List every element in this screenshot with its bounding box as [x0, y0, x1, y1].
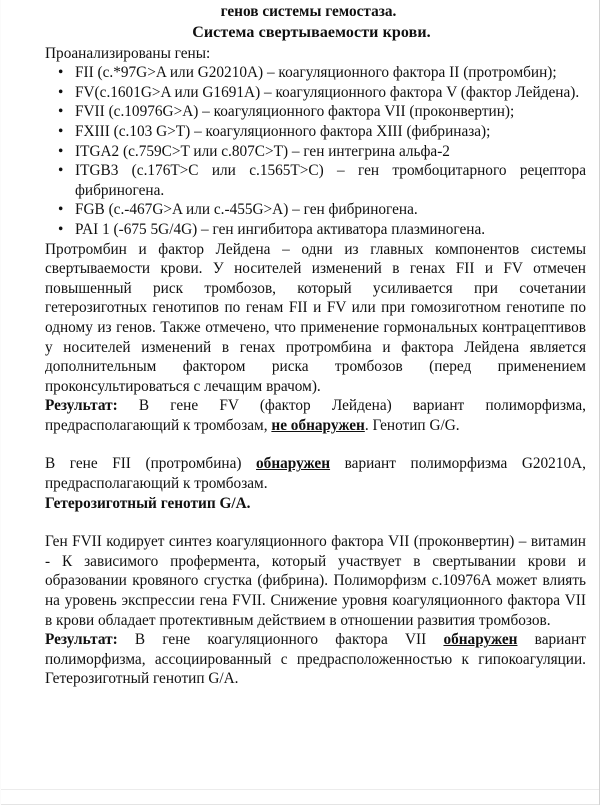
page-bottom-edge	[1, 789, 599, 805]
bullet-icon: •	[58, 142, 64, 160]
list-item	[45, 122, 586, 142]
result-fii	[45, 454, 586, 493]
bullet-icon: •	[58, 162, 64, 180]
result-fvii	[45, 630, 586, 689]
intro-line: Проанализированы гены:	[45, 44, 211, 62]
result-fii-text-before: В гене FII (протромбина)	[45, 455, 257, 473]
list-item	[45, 63, 586, 83]
bullet-icon: •	[58, 83, 64, 101]
paragraph-spacer	[45, 513, 586, 532]
gene-item-text: FXIII (c.103 G>T) – коагуляционного фактора XIII (фибриназа);	[75, 122, 491, 140]
list-item	[45, 142, 586, 162]
list-item	[45, 161, 586, 200]
gene-item-text: FII (c.*97G>A или G20210A) – коагуляционного фактора II (протромбин);	[75, 64, 557, 82]
document-content	[45, 0, 586, 689]
gene-item-text: FV(c.1601G>A или G1691A) – коагуляционного фактора V (фактор Лейдена).	[75, 83, 580, 101]
gene-item-text: ITGA2 (c.759C>T или c.807C>T) – ген интегрина альфа-2	[75, 142, 450, 160]
list-item	[45, 102, 586, 122]
list-item	[45, 220, 586, 240]
gene-item-text: FGB (c.-467G>A или c.-455G>A) – ген фибриногена.	[75, 201, 418, 219]
result-fii-emphasis: обнаружен	[256, 455, 331, 473]
result-fv	[45, 396, 586, 435]
gene-item-text: PAI 1 (-675 5G/4G) – ген ингибитора активатора плазминогена.	[75, 220, 486, 238]
continued-heading: генов системы гемостаза.	[220, 3, 397, 20]
gene-item-text: ITGB3 (c.176T>C или с.1565T>C) – ген тромбоцитарного рецептора фибриногена.	[75, 162, 586, 199]
paragraph-prothrombin: Протромбин и фактор Лейдена – одни из главных компонентов системы свертываемости крови. У носителей изменений в генах FII и FV отмечен повышенный риск тромбозов, который усиливается при сочетании гетерозиготных генотипов по генам FII и FV или при гомозиготном генотипе по одному из генов. Также отмечено, что применение гормональных контрацептивов у носителей изменений в генах протромбина и фактора Лейдена является дополнительным фактором риска тромбозов (перед применением проконсультироваться с лечащим врачом).	[45, 240, 586, 395]
paragraph-fvii: Ген FVII кодирует синтез коагуляционного фактора VII (проконвертин) – витамин - К зависимого профермента, который участвует в свертывании крови и образовании кровяного сгустка (фибрина). Полиморфизм c.10976A может влиять на уровень экспрессии гена FVII. Снижение уровня коагуляционного фактора VII в крови обладает протективным действием в отношении развития тромбозов.	[45, 533, 586, 629]
result-fvii-emphasis: обнаружен	[443, 631, 518, 649]
bullet-icon: •	[58, 64, 64, 82]
bullet-icon: •	[58, 220, 64, 238]
result-fv-emphasis: не обнаружен	[271, 416, 365, 434]
section-title: Система свертываемости крови.	[192, 23, 431, 41]
result-label: Результат:	[45, 397, 118, 415]
result-fv-text-after: . Генотип G/G.	[364, 416, 460, 434]
result-fii-genotype	[45, 494, 586, 514]
result-fii-text-after: вариант полиморфизма G20210A, предрасполагающий к тромбозам.	[45, 455, 586, 493]
bullet-icon: •	[58, 103, 64, 121]
gene-list	[45, 63, 586, 239]
bullet-icon: •	[58, 122, 64, 140]
result-label: Результат:	[45, 631, 118, 649]
result-fvii-text-before: В гене коагуляционного фактора VII	[117, 631, 444, 649]
genotype-line: Гетерозиготный генотип G/A.	[45, 494, 251, 512]
paragraph-spacer	[45, 435, 586, 454]
list-item	[45, 83, 586, 103]
bullet-icon: •	[58, 201, 64, 219]
list-item	[45, 200, 586, 220]
result-fv-text-before: В гене FV (фактор Лейдена) вариант полиморфизма, предрасполагающий к тромбозам,	[45, 397, 586, 434]
result-fvii-text-after: вариант полиморфизма, ассоциированный с предрасположенностью к гипокоагуляции. Гетерозиготный генотип G/A.	[45, 631, 586, 688]
gene-item-text: FVII (c.10976G>A) – коагуляционного фактора VII (проконвертин);	[75, 103, 515, 121]
